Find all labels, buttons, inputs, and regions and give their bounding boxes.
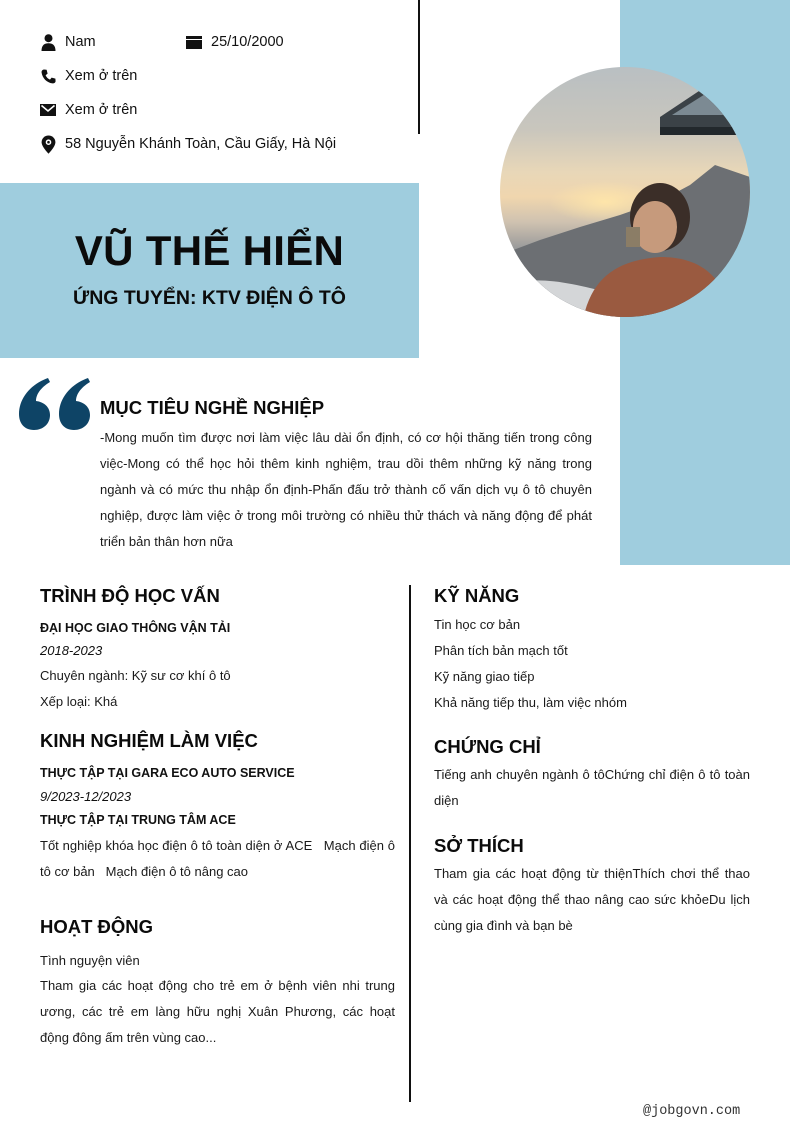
skill-item: Phân tích bản mạch tốt (434, 643, 568, 658)
envelope-icon (40, 101, 56, 119)
phone-icon (40, 67, 56, 85)
quote-icon (18, 376, 92, 430)
activities-heading: HOẠT ĐỘNG (40, 916, 154, 937)
contact-phone (40, 66, 137, 86)
experience-item-period: 9/2023-12/2023 (40, 789, 132, 804)
experience-item-title: THỰC TẬP TẠI TRUNG TÂM ACE (40, 813, 236, 827)
skill-item: Khả năng tiếp thu, làm việc nhóm (434, 695, 627, 710)
applied-position: ỨNG TUYỂN: KTV ĐIỆN Ô TÔ (73, 287, 346, 309)
name-banner (0, 183, 419, 358)
skill-item: Kỹ năng giao tiếp (434, 669, 535, 684)
birthdate-value: 25/10/2000 (211, 34, 284, 50)
education-heading: TRÌNH ĐỘ HỌC VẤN (40, 585, 220, 606)
experience-item-description: Tốt nghiệp khóa học điện ô tô toàn diện ở ACE Mạch điện ô tô cơ bản Mạch điện ô tô nâng cao (40, 838, 399, 879)
contact-gender (40, 32, 96, 52)
landscape-shape (500, 165, 750, 317)
skills-heading: KỸ NĂNG (434, 585, 520, 606)
watermark: @jobgovn.com (643, 1104, 741, 1119)
top-divider (418, 0, 420, 134)
roof-shape (650, 87, 750, 142)
skill-item: Tin học cơ bản (434, 617, 521, 632)
gender-value: Nam (65, 34, 96, 50)
objective-text: -Mong muốn tìm được nơi làm việc lâu dài ổn định, có cơ hội thăng tiến trong công việc-Mong có thể học hỏi thêm kinh nghiệm, trau dồi thêm những kỹ năng trong ngành và có mức thu nhập ổn định-Phấn đấu trở thành cố vấn dịch vụ ô tô chuyên nghiệp, được làm việc ở trong môi trường có nhiều thử thách và năng động để phát triển bản thân hơn nữa (100, 430, 592, 549)
education-grade: Xếp loại: Khá (40, 694, 118, 709)
hobbies-heading: SỞ THÍCH (434, 835, 524, 856)
email-value: Xem ở trên (65, 102, 138, 118)
certificates-text: Tiếng anh chuyên ngành ô tôChứng chỉ điện ô tô toàn diện (434, 767, 750, 808)
phone-value: Xem ở trên (65, 68, 138, 84)
map-pin-icon (40, 135, 56, 153)
activities-description: Tham gia các hoạt động cho trẻ em ở bệnh viên nhi trung ương, các trẻ em làng hữu nghị Xuân Phương, các hoạt động đông ấm trên vùng cao... (40, 978, 395, 1045)
education-period: 2018-2023 (40, 643, 103, 658)
certificates-heading: CHỨNG CHỈ (434, 736, 541, 757)
contact-address (40, 134, 336, 154)
education-school: ĐẠI HỌC GIAO THÔNG VẬN TẢI (40, 621, 231, 635)
address-value: 58 Nguyễn Khánh Toàn, Cầu Giấy, Hà Nội (65, 136, 337, 152)
activities-role: Tình nguyện viên (40, 953, 140, 968)
education-major: Chuyên ngành: Kỹ sư cơ khí ô tô (40, 668, 231, 683)
candidate-name: VŨ THẾ HIỂN (74, 227, 345, 274)
profile-photo (500, 67, 750, 317)
experience-item-title: THỰC TẬP TẠI GARA ECO AUTO SERVICE (40, 766, 295, 780)
contact-email (40, 100, 137, 120)
objective-heading: MỤC TIÊU NGHỀ NGHIỆP (100, 397, 325, 418)
hobbies-text: Tham gia các hoạt động từ thiệnThích chơi thể thao và các hoạt động thể thao nâng cao sức khỏeDu lịch cùng gia đình và bạn bè (434, 866, 750, 933)
person-icon (40, 33, 56, 51)
experience-heading: KINH NGHIỆM LÀM VIỆC (40, 730, 258, 751)
column-divider (409, 585, 411, 1102)
contact-birthdate (186, 32, 284, 52)
calendar-icon (186, 33, 202, 51)
